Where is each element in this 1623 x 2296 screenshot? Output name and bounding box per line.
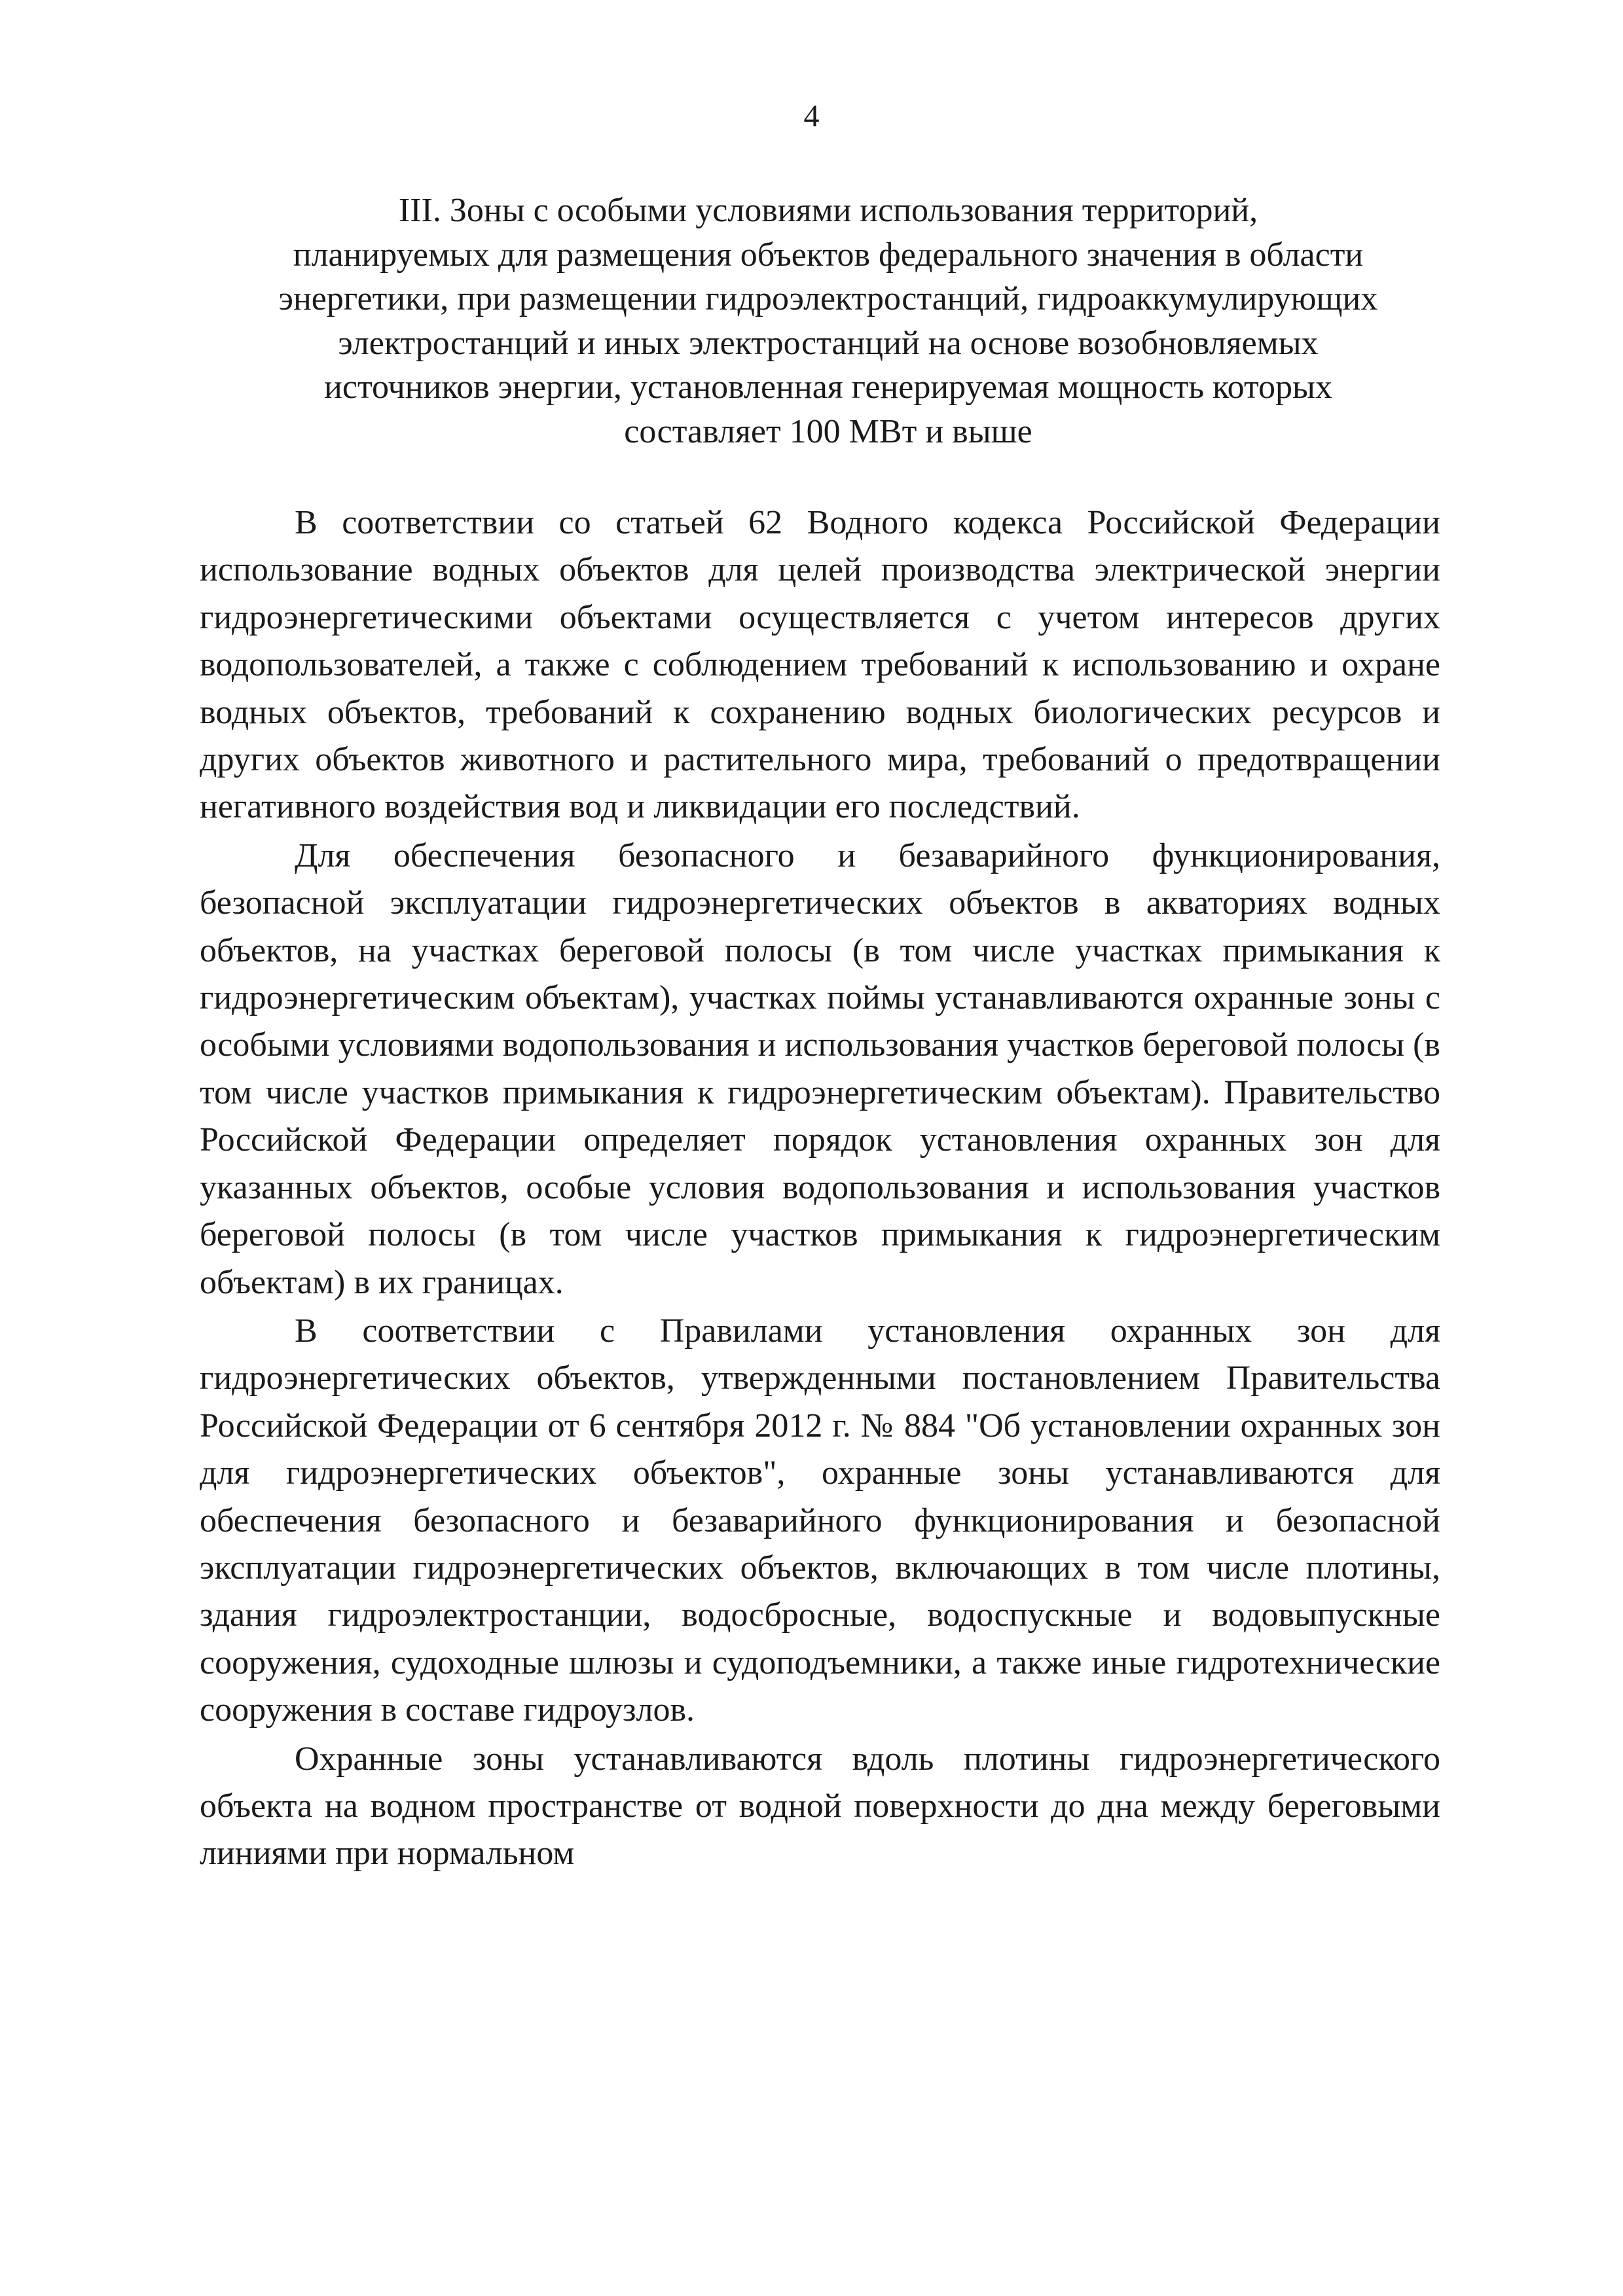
body-text	[200, 499, 1440, 1878]
paragraph: Охранные зоны устанавливаются вдоль плотины гидроэнергетического объекта на водном пространстве от водной поверхности до дна между береговыми линиями при нормальном	[200, 1740, 1440, 1873]
section-heading	[196, 188, 1460, 454]
paragraph: В соответствии со статьей 62 Водного кодекса Российской Федерации использование водных объектов для целей производства электрической энергии гидроэнергетическими объектами осуществляется с учетом интересов других водопользователей, а также с соблюдением требований к использованию и охране водных объектов, требований к сохранению водных биологических ресурсов и других объектов животного и растительного мира, требований о предотвращении негативного воздействия вод и ликвидации его последствий.	[200, 504, 1440, 826]
heading-line: планируемых для размещения объектов федерального значения в области	[293, 236, 1364, 274]
heading-line: III. Зоны с особыми условиями использования территорий,	[398, 192, 1258, 229]
heading-line: энергетики, при размещении гидроэлектростанций, гидроаккумулирующих	[278, 280, 1378, 317]
heading-line: источников энергии, установленная генерируемая мощность которых	[324, 368, 1332, 406]
paragraph: В соответствии с Правилами установления охранных зон для гидроэнергетических объектов, утвержденными постановлением Правительства Российской Федерации от 6 сентября 2012 г. № 884 "Об установлении охранных зон для гидроэнергетических объектов", охранные зоны устанавливаются для обеспечения безопасного и безаварийного функционирования и безопасной эксплуатации гидроэнергетических объектов, включающих в том числе плотины, здания гидроэлектростанции, водосбросные, водоспускные и водовыпускные сооружения, судоходные шлюзы и судоподъемники, а также иные гидротехнические сооружения в составе гидроузлов.	[200, 1312, 1440, 1729]
heading-line: составляет 100 МВт и выше	[624, 412, 1032, 450]
paragraph: Для обеспечения безопасного и безаварийного функционирования, безопасной эксплуатации гидроэнергетических объектов в акваториях водных объектов, на участках береговой полосы (в том числе участках примыкания к гидроэнергетическим объектам), участках поймы устанавливаются охранные зоны с особыми условиями водопользования и использования участков береговой полосы (в том числе участков примыкания к гидроэнергетическим объектам). Правительство Российской Федерации определяет порядок установления охранных зон для указанных объектов, особые условия водопользования и использования участков береговой полосы (в том числе участков примыкания к гидроэнергетическим объектам) в их границах.	[200, 836, 1440, 1301]
page-number: 4	[803, 99, 820, 134]
heading-line: электростанций и иных электростанций на основе возобновляемых	[338, 324, 1319, 362]
